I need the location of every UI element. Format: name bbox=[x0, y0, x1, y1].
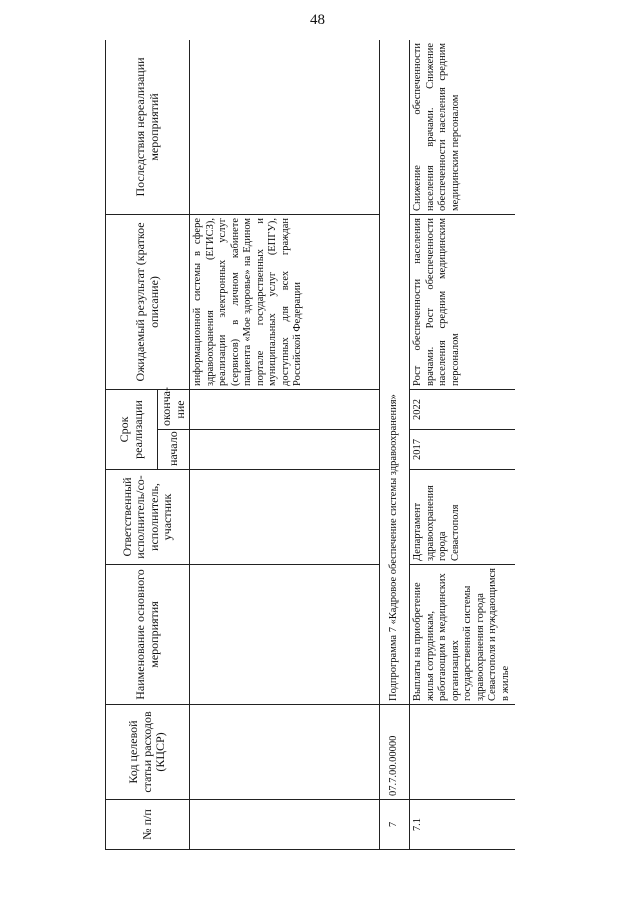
header-name: Наименование основного мероприятия bbox=[106, 565, 190, 705]
table-row-7-1 bbox=[410, 40, 516, 850]
continuation-consequences-cell bbox=[190, 40, 380, 214]
rotated-table-container bbox=[105, 40, 515, 850]
header-code: Код целевой статьи расходов (КЦСР) bbox=[106, 705, 190, 800]
continuation-name-cell bbox=[190, 565, 380, 705]
row-7-1-name: Выплаты на приобретение жилья сотрудникам, работающим в медицинских организациях государственной системы здравоохранения города Севастополя и нуждающимся в жилье bbox=[410, 565, 516, 705]
header-responsible: Ответственный исполнитель/со-исполнитель, участник bbox=[106, 470, 190, 565]
continuation-result-cell: информационной системы в сфере здравоохранения (ЕГИСЗ), реализации электронных услуг (сервисов) в личном кабинете пациента «Мое здоровье» на Едином портале государственных и муниципальных услуг (ЕПГУ), доступных для всех граждан Российской Федерации bbox=[190, 214, 380, 389]
row-7-1-num: 7.1 bbox=[410, 800, 516, 850]
header-consequences: Последствия нереализации мероприятий bbox=[106, 40, 190, 214]
continuation-responsible-cell bbox=[190, 470, 380, 565]
subprogram-title: Подпрограмма 7 «Кадровое обеспечение системы здравоохранения» bbox=[380, 40, 410, 705]
row-7-1-consequences: Снижение обеспеченности населения врачами. Снижение обеспеченности населения средним медицинским персоналом bbox=[410, 40, 516, 214]
row-7-1-start: 2017 bbox=[410, 430, 516, 470]
continuation-num-cell bbox=[190, 800, 380, 850]
row-7-1-result: Рост обеспеченности населения врачами. Рост обеспеченности населения средним медицинским персоналом bbox=[410, 214, 516, 389]
header-row bbox=[106, 40, 158, 850]
program-measures-table bbox=[105, 40, 515, 850]
header-period: Срок реализации bbox=[106, 389, 158, 469]
header-end: оконча-ние bbox=[158, 389, 190, 429]
header-result: Ожидаемый результат (краткое описание) bbox=[106, 214, 190, 389]
continuation-code-cell bbox=[190, 705, 380, 800]
row-7-1-responsible: Департамент здравоохранения города Севастополя bbox=[410, 470, 516, 565]
continuation-row bbox=[190, 40, 380, 850]
row-7-1-end: 2022 bbox=[410, 389, 516, 429]
rotated-page-area bbox=[105, 40, 515, 850]
continuation-start-cell bbox=[190, 430, 380, 470]
header-num: № п/п bbox=[106, 800, 190, 850]
continuation-end-cell bbox=[190, 389, 380, 429]
subprogram-code: 07.7.00.00000 bbox=[380, 705, 410, 800]
row-7-1-code bbox=[410, 705, 516, 800]
subprogram-num: 7 bbox=[380, 800, 410, 850]
header-start: начало bbox=[158, 430, 190, 470]
subprogram-row bbox=[380, 40, 410, 850]
page-number: 48 bbox=[310, 12, 325, 28]
